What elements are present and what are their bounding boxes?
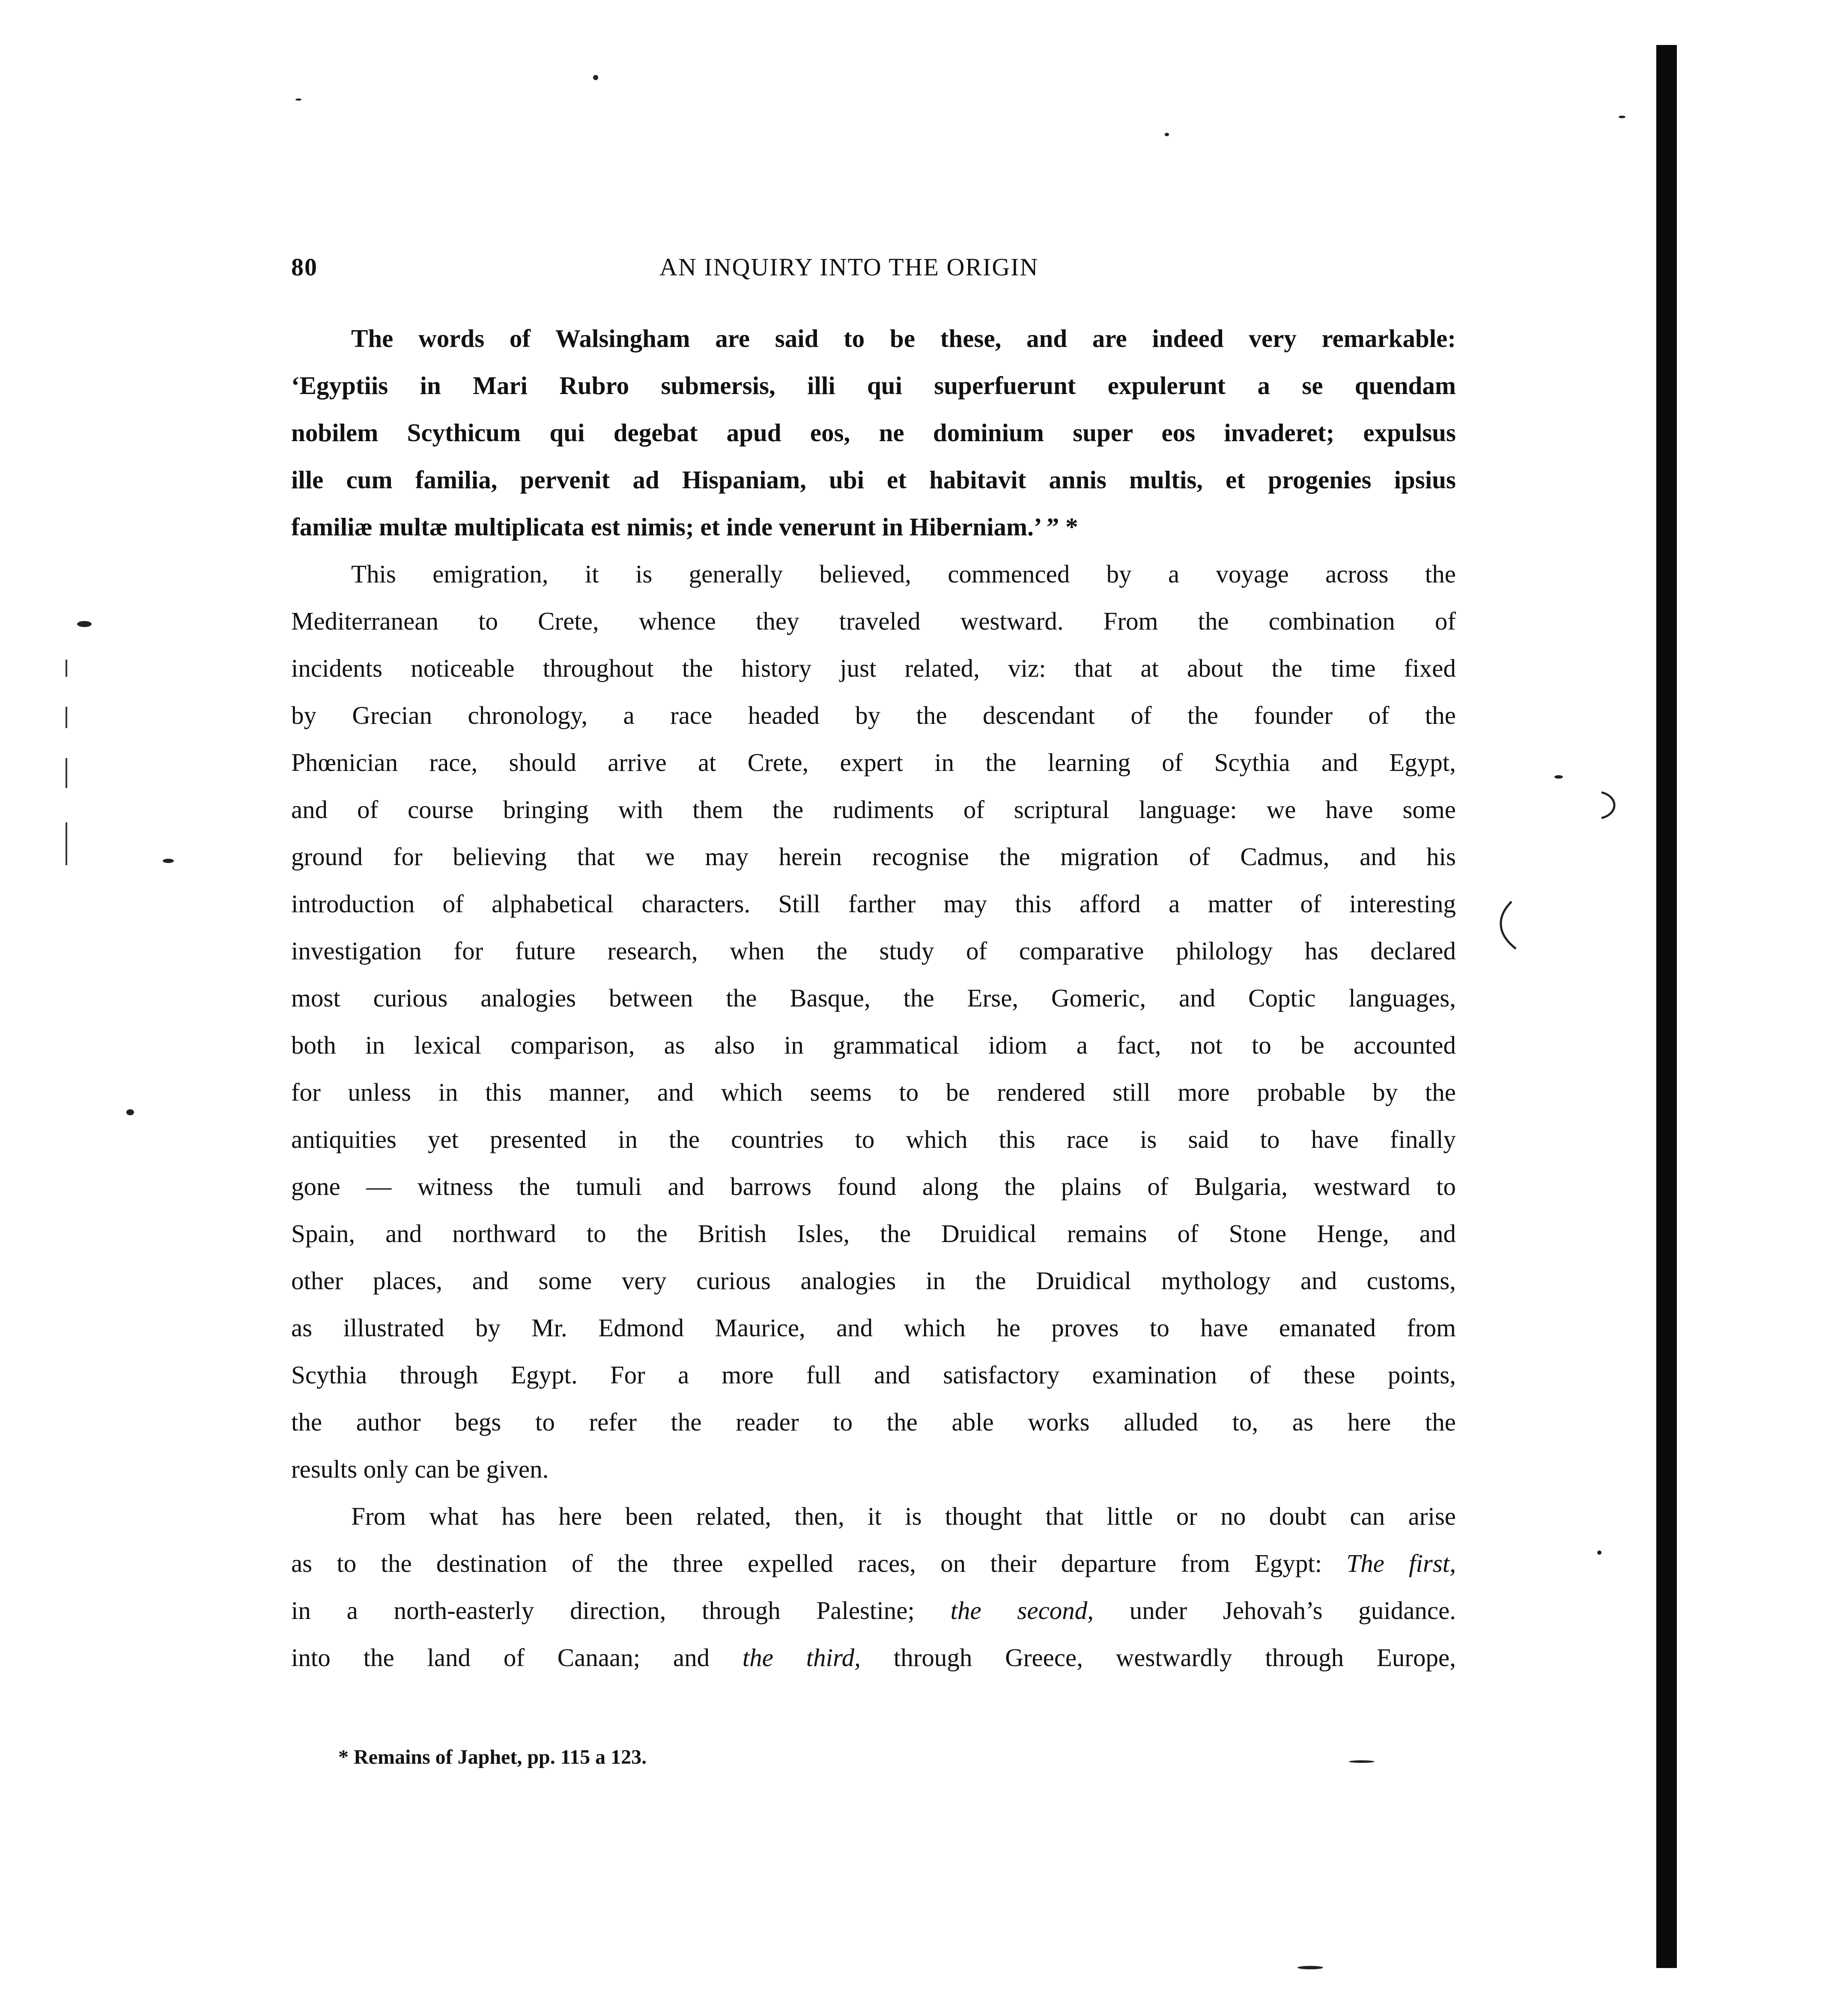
scan-speck [163, 859, 174, 863]
text-line: The words of Walsingham are said to be these, and are indeed very remarkable: [351, 324, 1456, 352]
scan-speck [126, 1109, 134, 1115]
text-run: in a north-easterly direction, through Palestine; [291, 1596, 951, 1625]
body-text [291, 315, 1456, 1681]
text-line: as illustrated by Mr. Edmond Maurice, and which he proves to have emanated from [291, 1314, 1456, 1342]
text-line: familiæ multæ multiplicata est nimis; et inde venerunt in Hiberniam.’ ” * [291, 513, 1078, 541]
footnote: * Remains of Japhet, pp. 115 a 123. [338, 1746, 647, 1768]
text-line: Spain, and northward to the British Isles, the Druidical remains of Stone Henge, and [291, 1219, 1456, 1248]
text-line [291, 1540, 1456, 1587]
text-line: Phœnician race, should arrive at Crete, expert in the learning of Scythia and Egypt, [291, 748, 1456, 777]
text-line: ‘Egyptiis in Mari Rubro submersis, illi qui superfuerunt expulerunt a se quendam [291, 371, 1456, 400]
paragraph-destination [291, 1493, 1456, 1681]
scan-speck [1554, 775, 1563, 779]
text-run: under Jehovah’s guidance. [1094, 1596, 1456, 1625]
scan-speck [1619, 116, 1625, 118]
text-line: other places, and some very curious analogies in the Druidical mythology and customs, [291, 1266, 1456, 1295]
text-line [291, 1587, 1456, 1634]
text-line: and of course bringing with them the rudiments of scriptural language: we have some [291, 795, 1456, 824]
scan-speck [77, 621, 92, 627]
scan-speck [1597, 1550, 1601, 1555]
paragraph-emigration [291, 550, 1456, 1493]
text-run: as to the destination of the three expelled races, on their departure from Egypt: [291, 1549, 1347, 1577]
text-line: results only can be given. [291, 1455, 549, 1483]
text-line: the author begs to refer the reader to the able works alluded to, as here the [291, 1408, 1456, 1436]
running-title: AN INQUIRY INTO THE ORIGIN [659, 253, 1039, 281]
text-line: by Grecian chronology, a race headed by the descendant of the founder of the [291, 701, 1456, 729]
text-line: both in lexical comparison, as also in grammatical idiom a fact, not to be accounted [291, 1031, 1456, 1059]
text-line: Scythia through Egypt. For a more full and satisfactory examination of these points, [291, 1361, 1456, 1389]
scan-speck [593, 75, 598, 80]
paragraph-walsingham-quote [291, 315, 1456, 550]
emphasis-the-second: the second, [950, 1596, 1094, 1625]
text-line: ground for believing that we may herein recognise the migration of Cadmus, and his [291, 842, 1456, 871]
page-number: 80 [291, 253, 318, 281]
scan-speck [1165, 133, 1169, 136]
text-run: through Greece, westwardly through Europe, [861, 1643, 1456, 1672]
margin-bracket-mark [1597, 788, 1623, 822]
text-line: Mediterranean to Crete, whence they traveled westward. From the combination of [291, 607, 1456, 635]
text-line: gone — witness the tumuli and barrows found along the plains of Bulgaria, westward to [291, 1172, 1456, 1201]
scan-speck [1349, 1760, 1375, 1763]
left-margin-rule [64, 660, 69, 865]
text-line [291, 1634, 1456, 1681]
text-line: This emigration, it is generally believed, commenced by a voyage across the [351, 560, 1456, 588]
emphasis-the-third: the third, [742, 1643, 861, 1672]
text-run: into the land of Canaan; and [291, 1643, 743, 1672]
emphasis-the-first: The first, [1346, 1549, 1456, 1577]
running-head [291, 253, 1456, 291]
text-line: ille cum familia, pervenit ad Hispaniam, ubi et habitavit annis multis, et progenies ipsius [291, 466, 1456, 494]
text-line: antiquities yet presented in the countries to which this race is said to have finally [291, 1125, 1456, 1153]
margin-bracket-mark [1494, 899, 1520, 951]
text-line: introduction of alphabetical characters. Still farther may this afford a matter of interesting [291, 890, 1456, 918]
page-edge-shadow [1656, 45, 1677, 1968]
text-line: nobilem Scythicum qui degebat apud eos, ne dominium super eos invaderet; expulsus [291, 418, 1456, 447]
text-line: investigation for future research, when the study of comparative philology has declared [291, 937, 1456, 965]
scan-speck [1297, 1966, 1323, 1969]
text-line: incidents noticeable throughout the history just related, viz: that at about the time fixed [291, 654, 1456, 682]
scan-speck [295, 99, 301, 101]
text-line: From what has here been related, then, it is thought that little or no doubt can arise [351, 1502, 1456, 1530]
text-line: most curious analogies between the Basque, the Erse, Gomeric, and Coptic languages, [291, 984, 1456, 1012]
text-line: for unless in this manner, and which seems to be rendered still more probable by the [291, 1078, 1456, 1106]
